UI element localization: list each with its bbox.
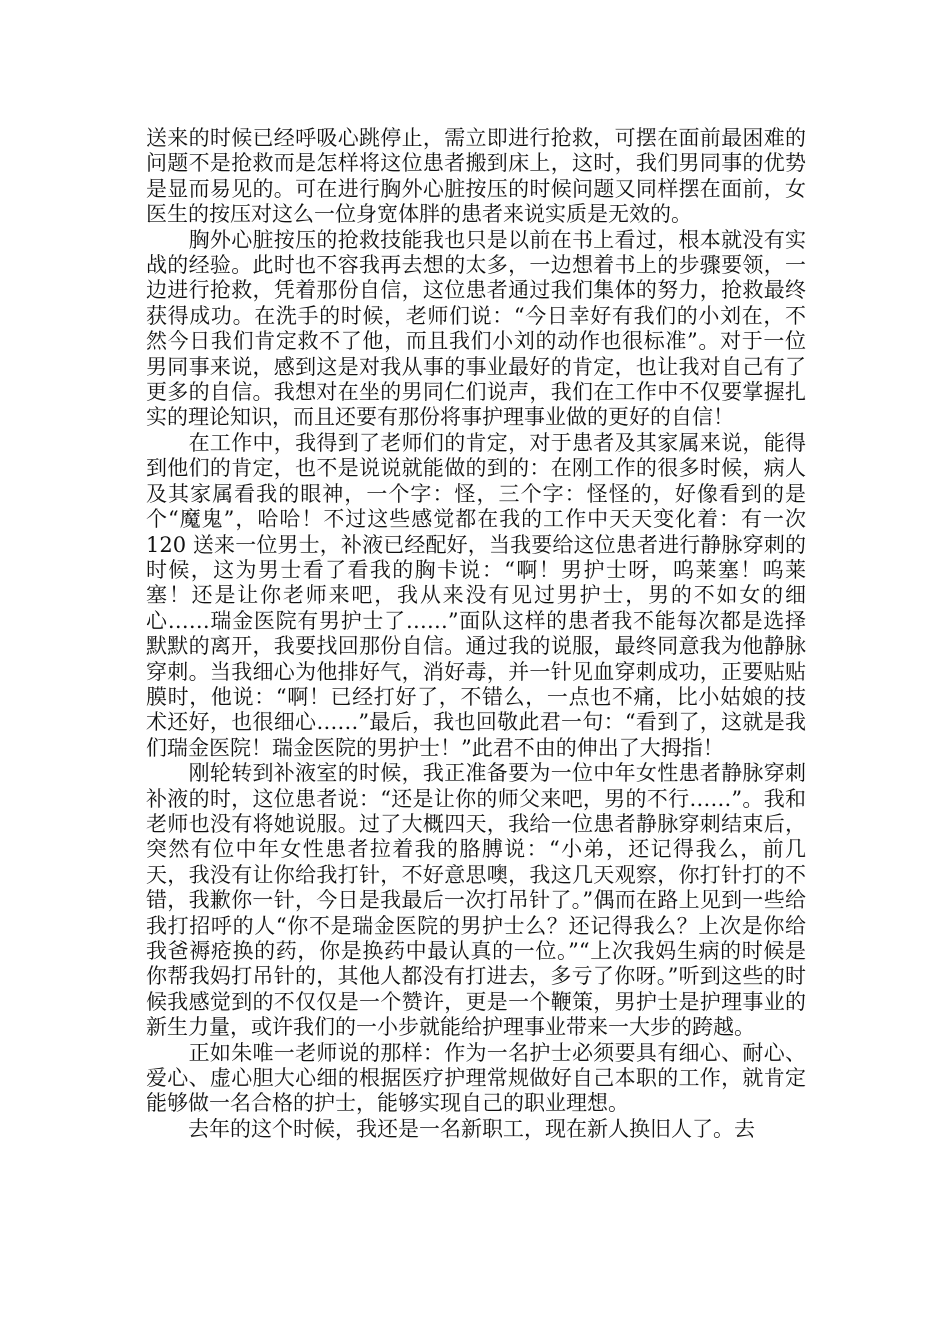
paragraph-2: 胸外心脏按压的抢救技能我也只是以前在书上看过，根本就没有实战的经验。此时也不容我再去想的太多，一边想着书上的步骤要领，一边进行抢救，凭着那份自信，这位患者通过我们集体的努力，抢救最终获得成功。在洗手的时候，老师们说：“今日幸好有我们的小刘在，不然今日我们肯定救不了他，而且我们小刘的动作也很标准”。对于一位男同事来说，感到这是对我从事的事业最好的肯定，也让我对自己有了更多的自信。我想对在坐的男同仁们说声，我们在工作中不仅要掌握扎实的理论知识，而且还要有那份将事护理事业做的更好的自信！ <box>146 227 806 430</box>
paragraph-1: 送来的时候已经呼吸心跳停止，需立即进行抢救，可摆在面前最困难的问题不是抢救而是怎样将这位患者搬到床上，这时，我们男同事的优势是显而易见的。可在进行胸外心脏按压的时候问题又同样摆在面前，女医生的按压对这么一位身宽体胖的患者来说实质是无效的。 <box>146 126 806 227</box>
paragraph-4: 刚轮转到补液室的时候，我正准备要为一位中年女性患者静脉穿刺补液的时，这位患者说：“还是让你的师父来吧，男的不行……”。我和老师也没有将她说服。过了大概四天，我给一位患者静脉穿刺结束后，突然有位中年女性患者拉着我的胳膊说：“小弟，还记得我么，前几天，我没有让你给我打针，不好意思噢，我这几天观察，你打针打的不错，我歉你一针，今日是我最后一次打吊针了。”偶而在路上见到一些给我打招呼的人“你不是瑞金医院的男护士么？还记得我么？上次是你给我爸褥疮换的药，你是换药中最认真的一位。”“上次我妈生病的时候是你帮我妈打吊针的，其他人都没有打进去，多亏了你呀。”听到这些的时候我感觉到的不仅仅是一个赞许，更是一个鞭策，男护士是护理事业的新生力量，或许我们的一小步就能给护理事业带来一大步的跨越。 <box>146 761 806 1040</box>
paragraph-3: 在工作中，我得到了老师们的肯定，对于患者及其家属来说，能得到他们的肯定，也不是说说就能做的到的：在刚工作的很多时候，病人及其家属看我的眼神，一个字：怪，三个字：怪怪的，好像看到的是个“魔鬼”，哈哈！不过这些感觉都在我的工作中天天变化着：有一次 120 送来一位男士，补液已经配好，当我要给这位患者进行静脉穿刺的时候，这为男士看了看我的胸卡说：“啊！男护士呀，呜莱塞！呜莱塞！还是让你老师来吧，我从来没有见过男护士，男的不如女的细心……瑞金医院有男护士了……”面队这样的患者我不能每次都是选择默默的离开，我要找回那份自信。通过我的说服，最终同意我为他静脉穿刺。当我细心为他排好气，消好毒，并一针见血穿刺成功，正要贴贴膜时，他说：“啊！已经打好了，不错么，一点也不痛，比小姑娘的技术还好，也很细心……”最后，我也回敬此君一句：“看到了，这就是我们瑞金医院！瑞金医院的男护士！”此君不由的伸出了大拇指！ <box>146 430 813 760</box>
document-body <box>146 126 813 1142</box>
paragraph-6: 去年的这个时候，我还是一名新职工，现在新人换旧人了。去 <box>146 1116 755 1141</box>
paragraph-5: 正如朱唯一老师说的那样：作为一名护士必须要具有细心、耐心、爱心、虚心胆大心细的根据医疗护理常规做好自己本职的工作，就肯定能够做一名合格的护士，能够实现自己的职业理想。 <box>146 1040 806 1116</box>
